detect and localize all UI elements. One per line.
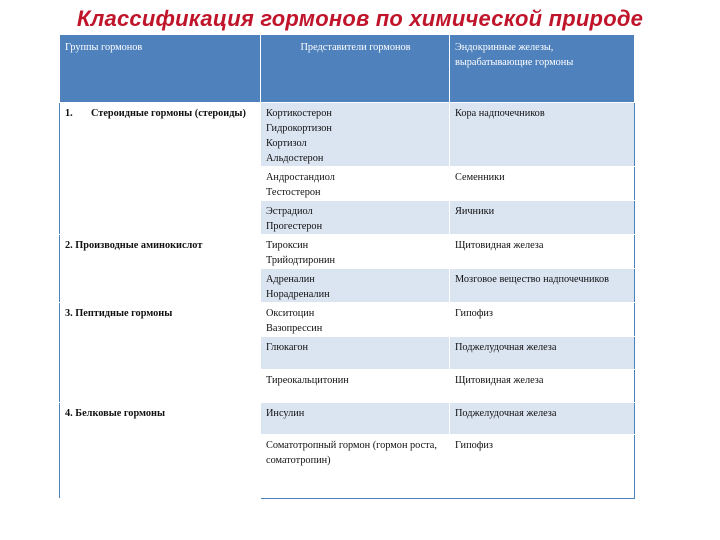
- hormone-name: Инсулин: [266, 408, 305, 419]
- representatives-cell: [261, 403, 450, 435]
- hormone-name: Вазопрессин: [266, 323, 323, 334]
- hormone-name: Прогестерон: [266, 221, 323, 232]
- page-title: Классификация гормонов по химической природе: [76, 6, 644, 31]
- table-row: [60, 403, 635, 435]
- group-cell-proteins: 4. Белковые гормоны: [60, 403, 261, 499]
- gland-cell: Поджелудочная железа: [450, 403, 635, 435]
- representatives-cell: [261, 435, 450, 499]
- gland-cell: Гипофиз: [450, 303, 635, 337]
- header-groups: Группы гормонов: [60, 35, 261, 103]
- hormone-name: Кортизол: [266, 138, 307, 149]
- hormone-name: Кортикостерон: [266, 108, 332, 119]
- hormone-classification-table: [59, 34, 635, 499]
- hormone-name: Соматотропный гормон (гормон роста, соматотропин): [266, 440, 437, 466]
- group-name: Стероидные гормоны (стероиды): [91, 108, 246, 119]
- group-cell-peptides: 3. Пептидные гормоны: [60, 303, 261, 403]
- table-row: [60, 303, 635, 337]
- gland-cell: Гипофиз: [450, 435, 635, 499]
- hormone-name: Тестостерон: [266, 187, 321, 198]
- hormone-name: Гидрокортизон: [266, 123, 332, 134]
- gland-cell: Щитовидная железа: [450, 235, 635, 269]
- gland-cell: Поджелудочная железа: [450, 337, 635, 370]
- gland-cell: Семенники: [450, 167, 635, 201]
- hormone-name: Норадреналин: [266, 289, 330, 300]
- representatives-cell: [261, 235, 450, 269]
- hormone-name: Адреналин: [266, 274, 315, 285]
- hormone-name: Окситоцин: [266, 308, 315, 319]
- hormone-name: Тироксин: [266, 240, 309, 251]
- table-row: [60, 235, 635, 269]
- representatives-cell: [261, 201, 450, 235]
- hormone-name: Трийодтиронин: [266, 255, 335, 266]
- gland-cell: Кора надпочечников: [450, 103, 635, 167]
- representatives-cell: [261, 103, 450, 167]
- representatives-cell: [261, 167, 450, 201]
- hormone-name: Глюкагон: [266, 342, 309, 353]
- group-cell-steroids: [60, 103, 261, 235]
- hormone-name: Андростандиол: [266, 172, 335, 183]
- representatives-cell: [261, 337, 450, 370]
- table-row: [60, 103, 635, 167]
- representatives-cell: [261, 303, 450, 337]
- group-cell-amino-acids: 2. Производные аминокислот: [60, 235, 261, 303]
- header-representatives: Представители гормонов: [261, 35, 450, 103]
- header-glands: Эндокринные железы, вырабатывающие гормоны: [450, 35, 635, 103]
- hormone-name: Эстрадиол: [266, 206, 313, 217]
- gland-cell: Яичники: [450, 201, 635, 235]
- group-number: 1.: [65, 108, 73, 119]
- hormone-name: Тиреокальцитонин: [266, 375, 349, 386]
- hormone-name: Альдостерон: [266, 153, 324, 164]
- table-header-row: [60, 35, 635, 103]
- representatives-cell: [261, 269, 450, 303]
- gland-cell: Мозговое вещество надпочечников: [450, 269, 635, 303]
- gland-cell: Щитовидная железа: [450, 370, 635, 403]
- representatives-cell: [261, 370, 450, 403]
